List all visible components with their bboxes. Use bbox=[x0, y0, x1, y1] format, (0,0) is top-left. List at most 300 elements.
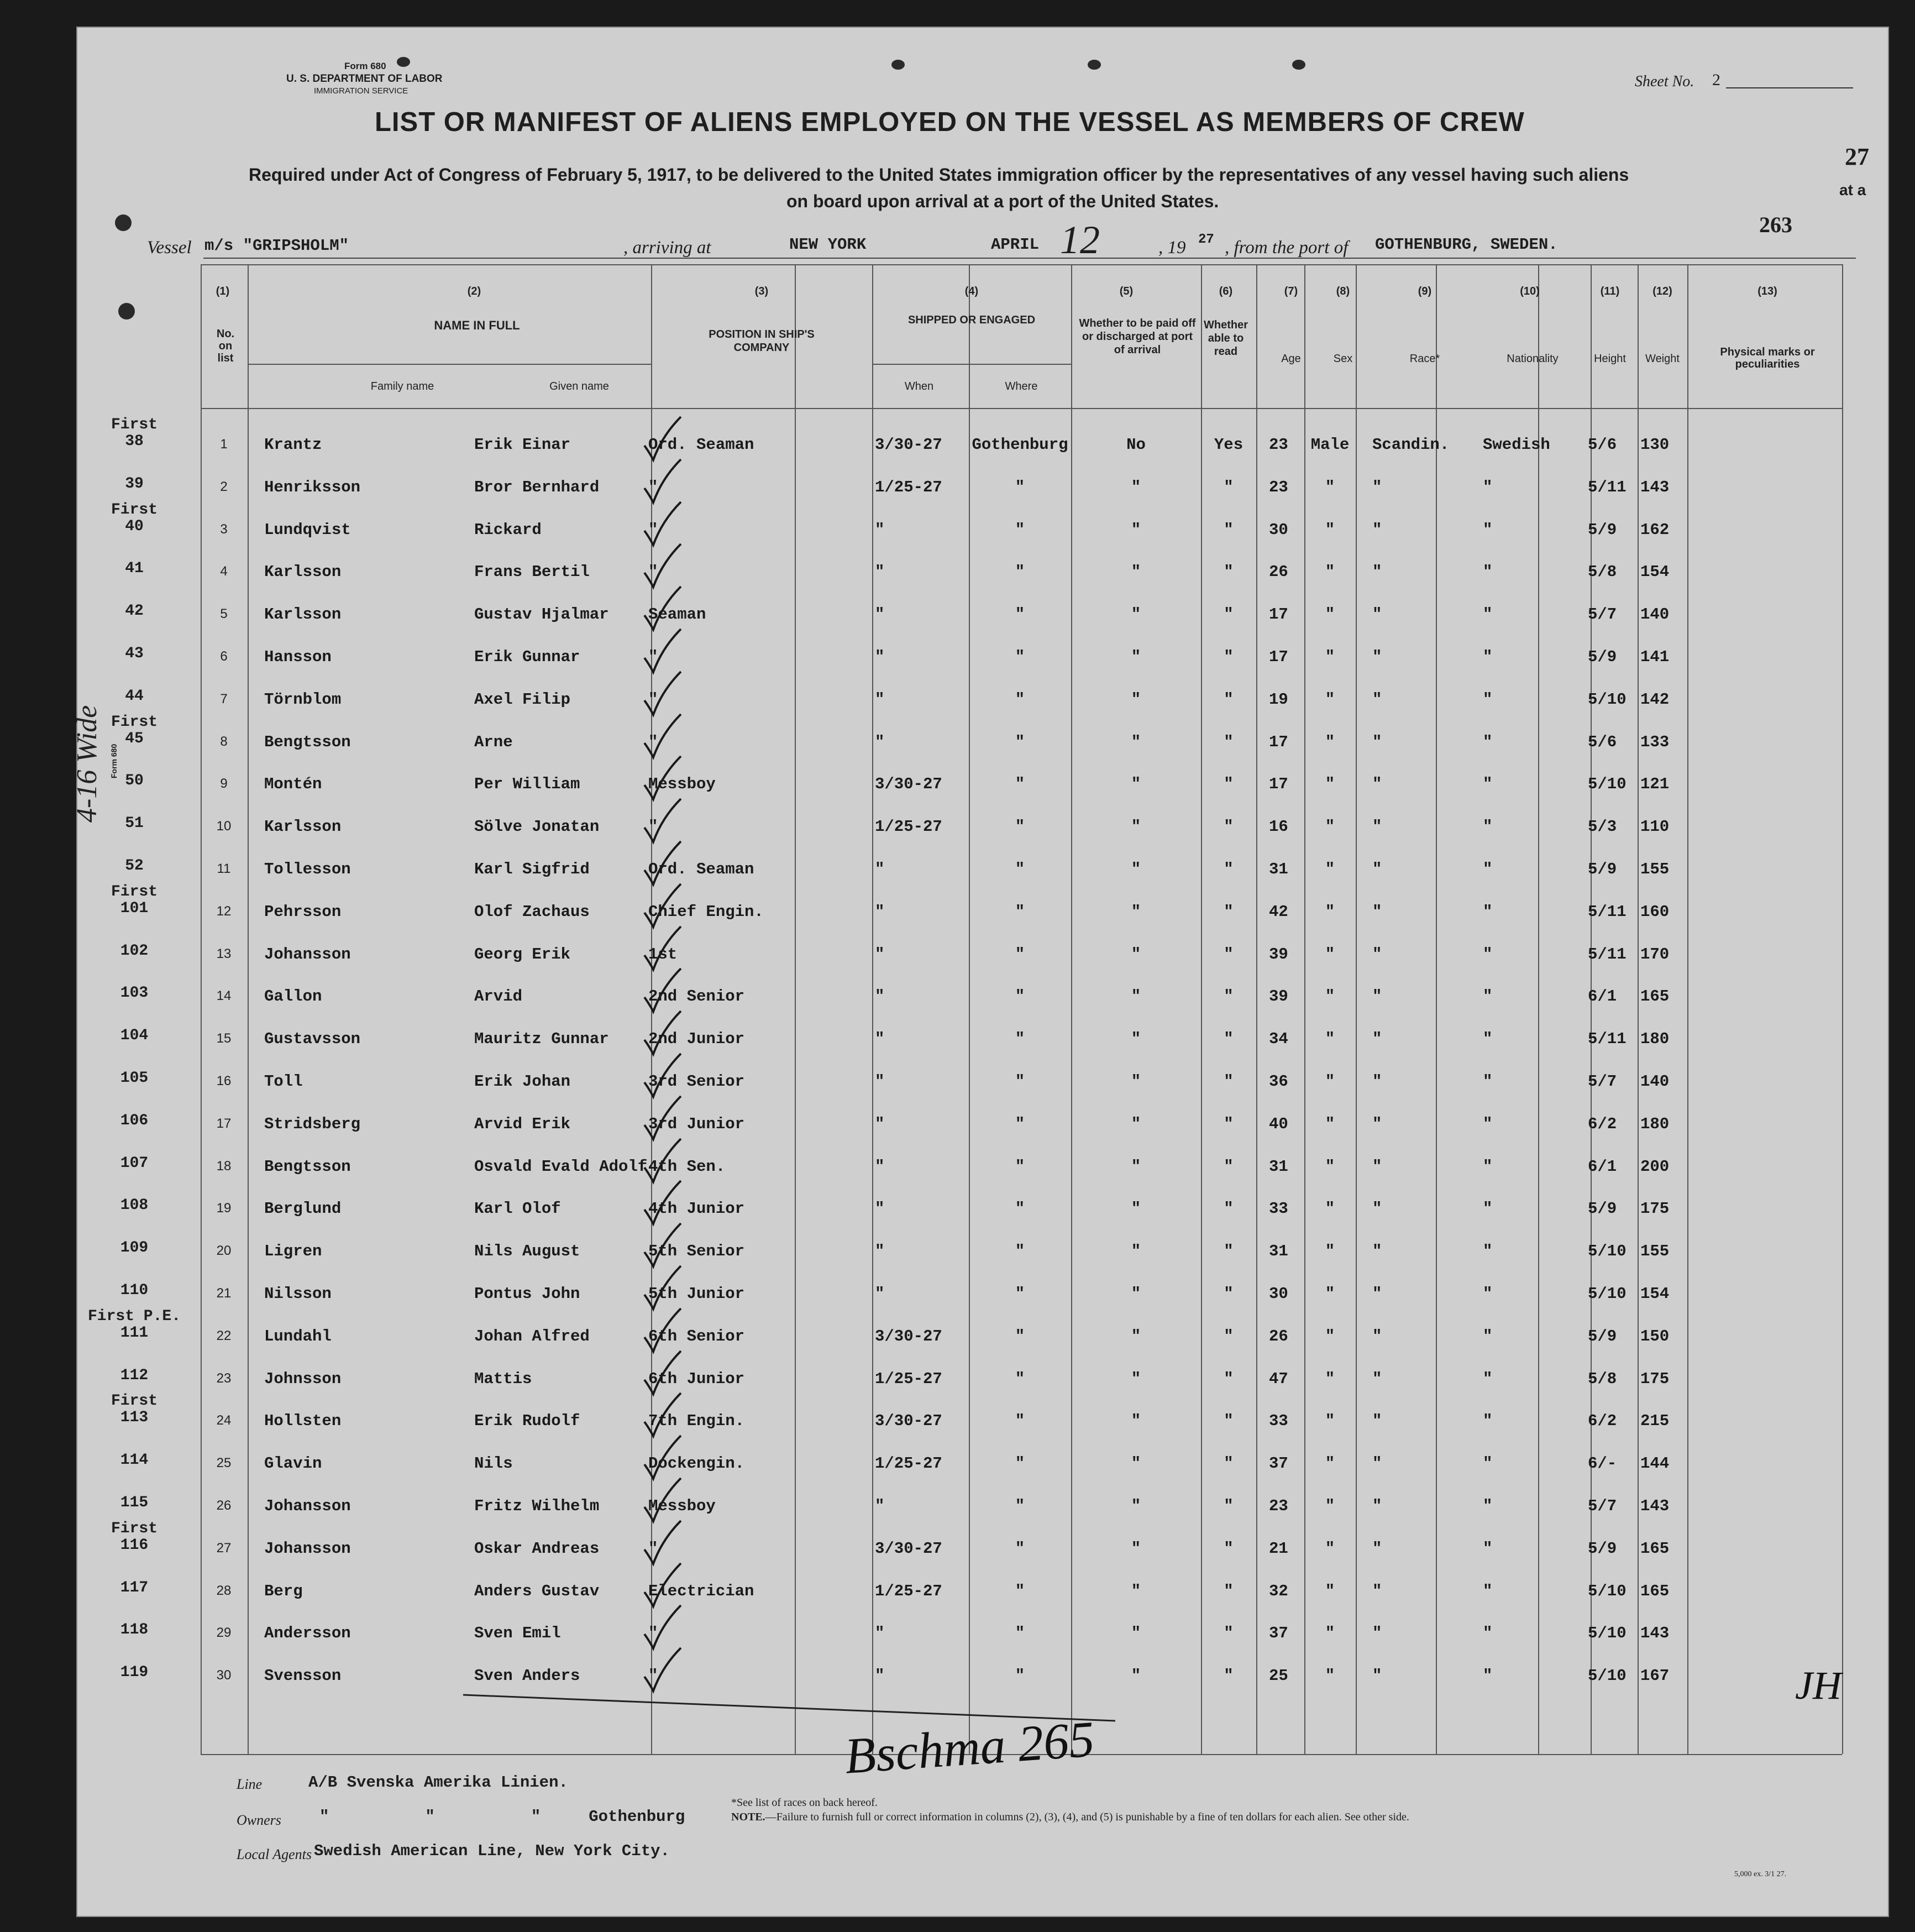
cell-weight: 144 bbox=[1640, 1454, 1670, 1473]
cell-sex: " bbox=[1325, 563, 1335, 582]
cell-sex: " bbox=[1325, 775, 1335, 794]
row-number: 17 bbox=[216, 1116, 232, 1131]
cell-read: " bbox=[1224, 1497, 1234, 1515]
cell-sex: " bbox=[1325, 690, 1335, 709]
cell-given: Nils August bbox=[474, 1242, 580, 1261]
cell-height: 5/9 bbox=[1588, 520, 1617, 539]
cell-nat: " bbox=[1483, 1454, 1493, 1473]
cell-nat: " bbox=[1483, 648, 1493, 666]
row-left-prefix: First bbox=[111, 1392, 158, 1410]
cell-given: Mattis bbox=[474, 1369, 532, 1388]
cell-weight: 143 bbox=[1640, 1624, 1670, 1643]
cell-where: " bbox=[1015, 1369, 1025, 1388]
cell-age: 39 bbox=[1269, 945, 1288, 964]
line-value: A/B Svenska Amerika Linien. bbox=[308, 1773, 568, 1792]
cell-weight: 165 bbox=[1640, 987, 1670, 1006]
cell-when: 3/30-27 bbox=[875, 436, 942, 454]
arrival-port: NEW YORK bbox=[789, 235, 867, 254]
cell-position: " bbox=[648, 732, 658, 751]
cell-position: 1st bbox=[648, 945, 678, 964]
cell-height: 5/6 bbox=[1588, 436, 1617, 454]
cell-family: Hansson bbox=[264, 648, 332, 666]
cell-nat: " bbox=[1483, 690, 1493, 709]
cell-sex: " bbox=[1325, 1667, 1335, 1685]
cell-sex: " bbox=[1325, 1242, 1335, 1261]
cell-height: 5/7 bbox=[1588, 1497, 1617, 1515]
cell-paid: " bbox=[1131, 1624, 1141, 1643]
cell-when: " bbox=[875, 1497, 885, 1515]
cell-paid: " bbox=[1131, 732, 1141, 751]
cell-weight: 140 bbox=[1640, 605, 1670, 624]
cell-paid: " bbox=[1131, 1667, 1141, 1685]
margin-27: 27 bbox=[1845, 143, 1869, 170]
col-physical-marks: Physical marks or peculiarities bbox=[1720, 346, 1815, 370]
cell-position: " bbox=[648, 818, 658, 836]
row-number: 24 bbox=[216, 1413, 232, 1428]
row-number: 14 bbox=[216, 988, 232, 1004]
cell-family: Nilsson bbox=[264, 1285, 332, 1303]
cell-given: Georg Erik bbox=[474, 945, 571, 964]
cell-position: 5th Junior bbox=[648, 1285, 745, 1303]
note-text: —Failure to furnish full or correct information in columns (2), (3), (4), and (5) is punishable by a fine of ten dollars for each alien. See other side. bbox=[765, 1811, 1409, 1823]
cell-position: 2nd Senior bbox=[648, 987, 745, 1006]
cell-age: 31 bbox=[1269, 860, 1288, 878]
year-suffix: 27 bbox=[1198, 232, 1214, 247]
cell-height: 5/11 bbox=[1588, 1030, 1627, 1049]
from-port: GOTHENBURG, SWEDEN. bbox=[1375, 235, 1558, 254]
cell-weight: 175 bbox=[1640, 1200, 1670, 1218]
cell-sex: " bbox=[1325, 1200, 1335, 1218]
sheet-label: Sheet No. bbox=[1635, 73, 1694, 90]
cell-sex: " bbox=[1325, 1072, 1335, 1091]
cell-given: Erik Johan bbox=[474, 1072, 571, 1091]
cell-given: Per William bbox=[474, 775, 580, 794]
cell-where: " bbox=[1015, 605, 1025, 624]
cell-family: Andersson bbox=[264, 1624, 351, 1643]
cell-sex: " bbox=[1325, 1030, 1335, 1049]
cell-when: 1/25-27 bbox=[875, 1582, 942, 1600]
from-label: , from the port of bbox=[1225, 238, 1349, 258]
stamp-number: 263 bbox=[1759, 212, 1792, 237]
col3-number: (3) bbox=[754, 285, 769, 297]
cell-weight: 155 bbox=[1640, 860, 1670, 878]
cell-age: 23 bbox=[1269, 478, 1288, 496]
cell-nat: " bbox=[1483, 1200, 1493, 1218]
cell-when: " bbox=[875, 1114, 885, 1133]
cell-height: 5/10 bbox=[1588, 1582, 1627, 1600]
cell-nat: " bbox=[1483, 1030, 1493, 1049]
service: IMMIGRATION SERVICE bbox=[314, 86, 408, 96]
cell-paid: " bbox=[1131, 605, 1141, 624]
cell-read: " bbox=[1224, 520, 1234, 539]
row-number: 26 bbox=[216, 1498, 232, 1513]
row-number: 13 bbox=[216, 946, 232, 961]
cell-when: " bbox=[875, 860, 885, 878]
cell-age: 17 bbox=[1269, 648, 1288, 666]
cell-weight: 200 bbox=[1640, 1157, 1670, 1176]
cell-sex: " bbox=[1325, 1157, 1335, 1176]
cell-sex: " bbox=[1325, 478, 1335, 496]
cell-given: Erik Einar bbox=[474, 436, 571, 454]
cell-read: " bbox=[1224, 563, 1234, 582]
cell-position: " bbox=[648, 648, 658, 666]
cell-read: " bbox=[1224, 732, 1234, 751]
cell-race: " bbox=[1372, 1030, 1382, 1049]
row-left-num: 111 bbox=[120, 1324, 149, 1342]
col8-number: (8) bbox=[1336, 285, 1350, 297]
cell-sex: " bbox=[1325, 605, 1335, 624]
cell-race: " bbox=[1372, 605, 1382, 624]
cell-age: 19 bbox=[1269, 690, 1288, 709]
cell-weight: 143 bbox=[1640, 1497, 1670, 1515]
cell-read: " bbox=[1224, 648, 1234, 666]
row-number: 8 bbox=[220, 734, 228, 749]
cell-read: " bbox=[1224, 775, 1234, 794]
cell-given: Erik Gunnar bbox=[474, 648, 580, 666]
cell-paid: " bbox=[1131, 1114, 1141, 1133]
col12-number: (12) bbox=[1652, 285, 1672, 297]
cell-nat: " bbox=[1483, 1242, 1493, 1261]
cell-age: 23 bbox=[1269, 436, 1288, 454]
cell-family: Lundahl bbox=[264, 1327, 332, 1345]
cell-height: 5/9 bbox=[1588, 1200, 1617, 1218]
cell-when: " bbox=[875, 690, 885, 709]
cell-position: 6th Senior bbox=[648, 1327, 745, 1345]
cell-race: " bbox=[1372, 818, 1382, 836]
cell-height: 5/6 bbox=[1588, 732, 1617, 751]
cell-where: " bbox=[1015, 1030, 1025, 1049]
cell-family: Gustavsson bbox=[264, 1030, 361, 1049]
cell-family: Tollesson bbox=[264, 860, 351, 878]
cell-given: Bror Bernhard bbox=[474, 478, 600, 496]
row-left-num: 109 bbox=[120, 1239, 149, 1257]
cell-when: 3/30-27 bbox=[875, 1327, 942, 1345]
cell-age: 26 bbox=[1269, 1327, 1288, 1345]
arrival-month: APRIL bbox=[991, 235, 1040, 254]
cell-given: Sven Anders bbox=[474, 1667, 580, 1685]
races-note: *See list of races on back hereof. bbox=[731, 1797, 878, 1809]
cell-age: 47 bbox=[1269, 1369, 1288, 1388]
cell-age: 36 bbox=[1269, 1072, 1288, 1091]
cell-nat: " bbox=[1483, 818, 1493, 836]
cell-where: " bbox=[1015, 945, 1025, 964]
cell-read: " bbox=[1224, 1285, 1234, 1303]
row-number: 3 bbox=[220, 521, 228, 537]
cell-age: 37 bbox=[1269, 1624, 1288, 1643]
row-left-prefix: First bbox=[111, 1520, 158, 1537]
cell-race: " bbox=[1372, 1200, 1382, 1218]
row-number: 18 bbox=[216, 1158, 232, 1174]
cell-age: 33 bbox=[1269, 1200, 1288, 1218]
cell-race: " bbox=[1372, 563, 1382, 582]
cell-where: " bbox=[1015, 860, 1025, 878]
cell-nat: " bbox=[1483, 563, 1493, 582]
cell-where: Gothenburg bbox=[972, 436, 1068, 454]
cell-read: " bbox=[1224, 945, 1234, 964]
owners-label: Owners bbox=[237, 1812, 281, 1828]
cell-nat: " bbox=[1483, 902, 1493, 921]
cell-family: Bengtsson bbox=[264, 732, 351, 751]
cell-given: Axel Filip bbox=[474, 690, 571, 709]
cell-given: Osvald Evald Adolf bbox=[474, 1157, 648, 1176]
cell-where: " bbox=[1015, 478, 1025, 496]
cell-sex: " bbox=[1325, 732, 1335, 751]
cell-position: " bbox=[648, 1667, 658, 1685]
cell-paid: " bbox=[1131, 1285, 1141, 1303]
cell-when: 1/25-27 bbox=[875, 818, 942, 836]
cell-family: Toll bbox=[264, 1072, 303, 1091]
cell-sex: " bbox=[1325, 987, 1335, 1006]
row-number: 30 bbox=[216, 1668, 232, 1683]
cell-height: 5/8 bbox=[1588, 563, 1617, 582]
cell-when: " bbox=[875, 1285, 885, 1303]
cell-race: " bbox=[1372, 1072, 1382, 1091]
cell-paid: " bbox=[1131, 1200, 1141, 1218]
cell-age: 42 bbox=[1269, 902, 1288, 921]
printer-mark: 5,000 ex. 3/1 27. bbox=[1734, 1870, 1787, 1878]
cell-race: " bbox=[1372, 1454, 1382, 1473]
cell-paid: " bbox=[1131, 1497, 1141, 1515]
cell-family: Berg bbox=[264, 1582, 303, 1600]
cell-family: Bengtsson bbox=[264, 1157, 351, 1176]
cell-weight: 150 bbox=[1640, 1327, 1670, 1345]
cell-nat: " bbox=[1483, 520, 1493, 539]
cell-position: " bbox=[648, 563, 658, 582]
col-name-in-full: NAME IN FULL bbox=[434, 318, 520, 332]
row-number: 27 bbox=[216, 1540, 232, 1556]
cell-position: Electrician bbox=[648, 1582, 754, 1600]
row-number: 9 bbox=[220, 776, 228, 792]
col2-number: (2) bbox=[467, 285, 481, 297]
cell-when: " bbox=[875, 732, 885, 751]
cell-position: " bbox=[648, 520, 658, 539]
cell-read: " bbox=[1224, 1539, 1234, 1558]
cell-when: " bbox=[875, 945, 885, 964]
cell-position: Dockengin. bbox=[648, 1454, 745, 1473]
cell-race: " bbox=[1372, 520, 1382, 539]
row-left-num: 105 bbox=[120, 1070, 149, 1087]
cell-family: Karlsson bbox=[264, 605, 342, 624]
cell-family: Johansson bbox=[264, 1497, 351, 1515]
cell-paid: " bbox=[1131, 1369, 1141, 1388]
cell-height: 6/- bbox=[1588, 1454, 1617, 1473]
row-left-num: 115 bbox=[120, 1494, 149, 1511]
cell-sex: " bbox=[1325, 1624, 1335, 1643]
cell-nat: Swedish bbox=[1483, 436, 1550, 454]
cell-where: " bbox=[1015, 1072, 1025, 1091]
cell-paid: " bbox=[1131, 1157, 1141, 1176]
cell-paid: " bbox=[1131, 1072, 1141, 1091]
cell-read: " bbox=[1224, 1157, 1234, 1176]
cell-sex: " bbox=[1325, 860, 1335, 878]
cell-family: Karlsson bbox=[264, 818, 342, 836]
cell-sex: " bbox=[1325, 1412, 1335, 1431]
row-left-num: 112 bbox=[120, 1366, 149, 1384]
cell-weight: 162 bbox=[1640, 520, 1670, 539]
cell-sex: " bbox=[1325, 1114, 1335, 1133]
col-sex: Sex bbox=[1333, 353, 1353, 365]
cell-family: Stridsberg bbox=[264, 1114, 361, 1133]
cell-sex: " bbox=[1325, 1369, 1335, 1388]
cell-sex: Male bbox=[1310, 436, 1350, 454]
cell-when: " bbox=[875, 902, 885, 921]
row-left-num: 39 bbox=[125, 475, 144, 493]
cell-paid: " bbox=[1131, 1454, 1141, 1473]
col10-number: (10) bbox=[1520, 285, 1540, 297]
cell-age: 30 bbox=[1269, 1285, 1288, 1303]
cell-given: Rickard bbox=[474, 520, 542, 539]
col6-number: (6) bbox=[1219, 285, 1233, 297]
col-no-on-list: No. on list bbox=[216, 328, 235, 364]
department: U. S. DEPARTMENT OF LABOR bbox=[286, 73, 443, 85]
cell-given: Erik Rudolf bbox=[474, 1412, 580, 1431]
cell-read: " bbox=[1224, 1030, 1234, 1049]
cell-when: 1/25-27 bbox=[875, 1454, 942, 1473]
cell-when: " bbox=[875, 1667, 885, 1685]
row-left-num: 52 bbox=[125, 857, 144, 875]
initials: JH bbox=[1795, 1663, 1841, 1708]
cell-position: " bbox=[648, 1624, 658, 1643]
row-number: 28 bbox=[216, 1583, 232, 1598]
form-subtitle-1: Required under Act of Congress of February 5, 1917, to be delivered to the United States immigration officer by the representatives of any vessel having such aliens bbox=[249, 165, 1629, 185]
cell-family: Montén bbox=[264, 775, 322, 794]
row-number: 21 bbox=[216, 1286, 232, 1301]
cell-race: " bbox=[1372, 478, 1382, 496]
col9-number: (9) bbox=[1418, 285, 1432, 297]
cell-nat: " bbox=[1483, 1582, 1493, 1600]
cell-given: Arne bbox=[474, 732, 513, 751]
cell-when: 3/30-27 bbox=[875, 775, 942, 794]
cell-race: " bbox=[1372, 1497, 1382, 1515]
cell-height: 5/11 bbox=[1588, 902, 1627, 921]
row-left-prefix: First bbox=[111, 501, 158, 519]
cell-position: 4th Sen. bbox=[648, 1157, 726, 1176]
agents-value: Swedish American Line, New York City. bbox=[314, 1842, 670, 1860]
cell-family: Berglund bbox=[264, 1200, 342, 1218]
row-number: 16 bbox=[216, 1074, 232, 1088]
cell-position: Seaman bbox=[648, 605, 706, 624]
cell-paid: " bbox=[1131, 563, 1141, 582]
cell-nat: " bbox=[1483, 1285, 1493, 1303]
cell-nat: " bbox=[1483, 1157, 1493, 1176]
cell-position: " bbox=[648, 1539, 658, 1558]
cell-where: " bbox=[1015, 648, 1025, 666]
cell-race: " bbox=[1372, 902, 1382, 921]
cell-read: " bbox=[1224, 690, 1234, 709]
cell-position: 5th Senior bbox=[648, 1242, 745, 1261]
cell-paid: " bbox=[1131, 775, 1141, 794]
cell-given: Anders Gustav bbox=[474, 1582, 600, 1600]
cell-age: 30 bbox=[1269, 520, 1288, 539]
cell-when: " bbox=[875, 1072, 885, 1091]
cell-nat: " bbox=[1483, 732, 1493, 751]
cell-nat: " bbox=[1483, 987, 1493, 1006]
sheet-number: 2 bbox=[1712, 71, 1720, 89]
cell-age: 23 bbox=[1269, 1497, 1288, 1515]
cell-family: Ligren bbox=[264, 1242, 322, 1261]
cell-family: Johnsson bbox=[264, 1369, 342, 1388]
cell-age: 33 bbox=[1269, 1412, 1288, 1431]
row-left-num: 113 bbox=[120, 1409, 149, 1427]
row-left-num: 106 bbox=[120, 1112, 149, 1129]
row-number: 29 bbox=[216, 1625, 232, 1641]
cell-where: " bbox=[1015, 1497, 1025, 1515]
col5-number: (5) bbox=[1119, 285, 1134, 297]
cell-height: 5/10 bbox=[1588, 690, 1627, 709]
cell-where: " bbox=[1015, 520, 1025, 539]
cell-family: Glavin bbox=[264, 1454, 322, 1473]
cell-paid: " bbox=[1131, 902, 1141, 921]
cell-where: " bbox=[1015, 1200, 1025, 1218]
cell-given: Gustav Hjalmar bbox=[474, 605, 609, 624]
row-number: 5 bbox=[220, 606, 228, 622]
col-nationality: Nationality bbox=[1507, 353, 1559, 365]
cell-weight: 165 bbox=[1640, 1539, 1670, 1558]
cell-position: Ord. Seaman bbox=[648, 436, 754, 454]
row-left-num: 108 bbox=[120, 1197, 149, 1214]
cell-read: " bbox=[1224, 1582, 1234, 1600]
cell-when: 1/25-27 bbox=[875, 478, 942, 496]
cell-given: Karl Olof bbox=[474, 1200, 561, 1218]
cell-weight: 180 bbox=[1640, 1030, 1670, 1049]
cell-weight: 141 bbox=[1640, 648, 1670, 666]
cell-where: " bbox=[1015, 1582, 1025, 1600]
cell-paid: " bbox=[1131, 1030, 1141, 1049]
cell-race: " bbox=[1372, 860, 1382, 878]
cell-sex: " bbox=[1325, 520, 1335, 539]
arrival-day: 12 bbox=[1060, 218, 1100, 262]
cell-age: 26 bbox=[1269, 563, 1288, 582]
cell-height: 6/1 bbox=[1588, 1157, 1617, 1176]
cell-read: " bbox=[1224, 1369, 1234, 1388]
cell-given: Nils bbox=[474, 1454, 513, 1473]
row-left-num: 41 bbox=[125, 560, 144, 578]
cell-height: 6/1 bbox=[1588, 987, 1617, 1006]
cell-nat: " bbox=[1483, 1624, 1493, 1643]
cell-race: " bbox=[1372, 648, 1382, 666]
cell-age: 39 bbox=[1269, 987, 1288, 1006]
cell-height: 5/10 bbox=[1588, 1624, 1627, 1643]
cell-given: Sven Emil bbox=[474, 1624, 561, 1643]
cell-nat: " bbox=[1483, 775, 1493, 794]
cell-family: Henriksson bbox=[264, 478, 361, 496]
col1-number: (1) bbox=[216, 285, 230, 297]
row-number: 11 bbox=[217, 861, 231, 876]
col-where: Where bbox=[1005, 380, 1038, 392]
col-position: POSITION IN SHIP'S COMPANY bbox=[709, 328, 815, 354]
cell-paid: " bbox=[1131, 1242, 1141, 1261]
cell-weight: 170 bbox=[1640, 945, 1670, 964]
cell-read: " bbox=[1224, 1242, 1234, 1261]
cell-nat: " bbox=[1483, 1667, 1493, 1685]
cell-read: " bbox=[1224, 1327, 1234, 1345]
cell-where: " bbox=[1015, 690, 1025, 709]
cell-race: " bbox=[1372, 775, 1382, 794]
cell-height: 5/9 bbox=[1588, 860, 1617, 878]
cell-weight: 154 bbox=[1640, 563, 1670, 582]
cell-race: " bbox=[1372, 690, 1382, 709]
cell-height: 5/3 bbox=[1588, 818, 1617, 836]
row-left-num: 44 bbox=[125, 687, 144, 705]
cell-where: " bbox=[1015, 1285, 1025, 1303]
cell-where: " bbox=[1015, 775, 1025, 794]
cell-read: " bbox=[1224, 987, 1234, 1006]
cell-weight: 180 bbox=[1640, 1114, 1670, 1133]
cell-nat: " bbox=[1483, 1114, 1493, 1133]
arriving-label: , arriving at bbox=[623, 238, 711, 258]
cell-nat: " bbox=[1483, 1327, 1493, 1345]
cell-race: " bbox=[1372, 1157, 1382, 1176]
